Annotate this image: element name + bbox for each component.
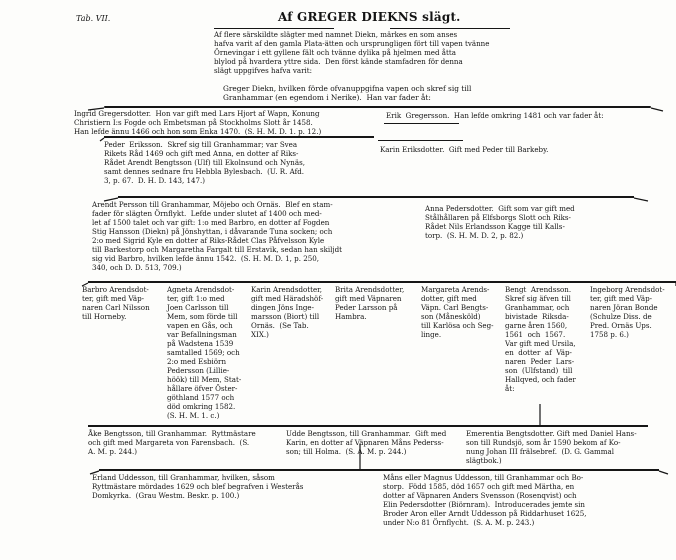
entry-rule: [384, 123, 459, 124]
entry-line: Stålhållaren på Elfsborgs Slott och Riks-: [425, 213, 571, 222]
entry-line: Elin Pedersdotter (Biörnram). Introducerades jemte sin: [383, 500, 586, 509]
entry-line: son (Ulfstand) till: [505, 366, 573, 375]
entry-line: Hambra.: [335, 312, 367, 321]
entry-line: garne åren 1560,: [505, 321, 568, 330]
entry-line: (Schulze Diss. de: [590, 312, 652, 321]
entry-line: Barbro Arendsdot-: [82, 285, 149, 294]
entry-line: samt dennes sednare fru Hebbla Bylesbach. (U. R. Afd.: [104, 167, 305, 176]
entry-line: en dotter af Väp-: [505, 348, 572, 357]
page-title: Af GREGER DIEKNS slägt.: [278, 10, 461, 24]
entry-line: son till Rundsjö, som år 1590 bekom af Ko-: [466, 438, 621, 447]
entry-line: vapen en Gås, och: [167, 321, 233, 330]
entry-line: naren Carl Nilsson: [82, 303, 150, 312]
entry-line: naren Jöran Bonde: [590, 303, 658, 312]
entry-line: fader för slägten Örnflykt. Lefde under slutet af 1400 och med-: [92, 209, 322, 218]
entry-line: Ryttmästare mördades 1629 och blef begrafven i Westerås: [92, 482, 304, 491]
entry-line: åt:: [505, 384, 515, 393]
entry-line: Pedersson (Lillie-: [167, 366, 230, 375]
entry-line: 1561 och 1567.: [505, 330, 566, 339]
entry-line: sig vid Barbro, hvilken lefde ännu 1542. (S. H. M. D. 1, p. 250,: [92, 254, 320, 263]
entry-line: Rådet Nils Erlandsson Kagge till Kalls-: [425, 222, 565, 231]
entry-line: Greger Diekn, hvilken förde ofvanuppgifna vapen och skref sig till: [223, 84, 472, 93]
entry-line: Rikets Råd 1469 och gift med Anna, en dotter af Riks-: [104, 149, 299, 158]
intro-line: blylod på hvardera yttre sida. Den först kände stamfadren för denna: [214, 57, 463, 66]
entry-line: Erik Gregersson. Han lefde omkring 1481 och var fader åt:: [386, 111, 604, 120]
entry-line: på Wadstena 1539: [167, 339, 234, 348]
entry-line: Peder Eriksson. Skref sig till Granhammar; var Svea: [104, 140, 298, 149]
entry-line: och gift med Margareta von Farensbach. (S.: [88, 438, 250, 447]
entry-line: till Barkestorp och Margaretha Fargalt till Erstavik, sedan han skiljdt: [92, 245, 343, 254]
entry-line: var Befallningsman: [167, 330, 237, 339]
entry-line: Skref sig äfven till: [505, 294, 571, 303]
entry-line: ter, gift 1:o med: [167, 294, 225, 303]
entry-line: Var gift med Ursila,: [505, 339, 576, 348]
entry-line: Ornäs. (Se Tab.: [251, 321, 309, 330]
entry-line: Granhammar, och: [505, 303, 570, 312]
entry-line: samtalled 1569; och: [167, 348, 240, 357]
entry-line: Agneta Arendsdot-: [167, 285, 235, 294]
entry-line: gift med Häradshöf-: [251, 294, 324, 303]
entry-line: Ingrid Gregersdotter. Hon var gift med Lars Hjort af Wapn, Konung: [74, 109, 320, 118]
entry-line: Bengt Arendsson.: [505, 285, 572, 294]
entry-line: Margareta Arends-: [421, 285, 490, 294]
entry-line: göthland 1577 och: [167, 393, 235, 402]
entry-line: Peder Larsson på: [335, 303, 398, 312]
entry-line: Joen Carlsson till: [167, 303, 229, 312]
entry-line: Christiern I:s Fogde och Embetsman på Stockholms Slott år 1458.: [74, 118, 313, 127]
entry-line: Stig Hansson (Diekn) på Jönshyttan, i dåvarande Tuna socken; och: [92, 227, 333, 236]
entry-line: till Horneby.: [82, 312, 127, 321]
entry-line: let af 1500 talet och var gift: 1:o med Barbro, en dotter af Fogden: [92, 218, 330, 227]
intro-line: Örnevingar i ett gyllene fält och tvänne dylika på hjelmen med åtta: [214, 48, 456, 57]
entry-line: Karin Arendsdotter,: [251, 285, 323, 294]
entry-line: Erland Uddesson, till Granhammar, hvilken, såsom: [92, 473, 275, 482]
entry-line: Åke Bengtsson, till Granhammar. Ryttmästare: [88, 429, 256, 438]
entry-line: son (Månesköld): [421, 312, 481, 321]
entry-line: Karin Eriksdotter. Gift med Peder till Barkeby.: [380, 145, 549, 154]
entry-line: (S. H. M. 1. c.): [167, 411, 220, 420]
entry-line: A. M. p. 244.): [88, 447, 138, 456]
entry-line: ter, gift med Väp-: [82, 294, 145, 303]
entry-line: 1758 p. 6.): [590, 330, 629, 339]
intro-line: hafva varit af den gamla Plata-ätten och ursprungligen fört till vapen tvänne: [214, 39, 490, 48]
entry-line: son; till Holma. (S. A. M. p. 244.): [286, 447, 407, 456]
entry-line: 340, och D. D. 513, 709.): [92, 263, 182, 272]
entry-line: Han lefde ännu 1466 och hon som Enka 1470. (S. H. M. D. 1. p. 12.): [74, 127, 322, 136]
entry-line: dotter af Väpnaren Anders Svensson (Rosenqvist) och: [383, 491, 577, 500]
entry-line: Pred. Ornäs Ups.: [590, 321, 652, 330]
entry-line: ter, gift med Väp-: [590, 294, 653, 303]
entry-line: till Karlösa och Seg-: [421, 321, 494, 330]
entry-line: storp. Född 1585, död 1657 och gift med Märtha, en: [383, 482, 575, 491]
entry-line: Domkyrka. (Grau Westm. Beskr. p. 100.): [92, 491, 240, 500]
entry-line: hållare öfver Öster-: [167, 384, 238, 393]
entry-line: linge.: [421, 330, 442, 339]
entry-line: Emerentia Bengtsdotter. Gift med Daniel Hans-: [466, 429, 637, 438]
entry-line: dingen Jöns Inge-: [251, 303, 315, 312]
entry-line: under N:o 81 Örnflycht. (S. A. M. p. 243.): [383, 518, 535, 527]
table-number-label: Tab. VII.: [76, 14, 111, 23]
entry-rule: [378, 140, 463, 141]
entry-line: Broder Aron eller Arndt Uddesson på Riddarhuset 1625,: [383, 509, 587, 518]
entry-line: dotter, gift med: [421, 294, 477, 303]
entry-line: Hallqved, och fader: [505, 375, 576, 384]
entry-line: Karin, en dotter af Väpnaren Måns Pederss-: [286, 438, 444, 447]
entry-line: Rådet Arendt Bengtsson (Ulf) till Ekolnsund och Nynäs,: [104, 158, 305, 167]
entry-line: Granhammar (en egendom i Nerike). Han var fader åt:: [223, 93, 431, 102]
entry-line: XIX.): [251, 330, 269, 339]
entry-line: Brita Arendsdotter,: [335, 285, 405, 294]
entry-line: Mem, som förde till: [167, 312, 238, 321]
entry-line: naren Peder Lars-: [505, 357, 575, 366]
intro-line: slägt uppgifves hafva varit:: [214, 66, 313, 75]
entry-line: bivistade Riksda-: [505, 312, 569, 321]
entry-line: Måns eller Magnus Uddesson, till Granhammar och Bo-: [383, 473, 584, 482]
entry-line: gift med Väpnaren: [335, 294, 402, 303]
entry-line: 2:o med Esbiörn: [167, 357, 227, 366]
entry-line: torp. (S. H. M. D. 2, p. 82.): [425, 231, 524, 240]
entry-line: Väpn. Carl Bengts-: [421, 303, 489, 312]
entry-line: Ingeborg Arendsdot-: [590, 285, 665, 294]
entry-line: 2:o med Sigrid Kyle en dotter af Riks-Rådet Clas Påfvelsson Kyle: [92, 236, 325, 245]
entry-line: marsson (Biort) till: [251, 312, 320, 321]
entry-line: Anna Pedersdotter. Gift som var gift med: [425, 204, 575, 213]
entry-line: slägtbok.): [466, 456, 502, 465]
intro-line: Af flere särskildte slägter med namnet Diekn, märkes en som anses: [214, 30, 458, 39]
entry-line: höök) till Mem, Stat-: [167, 375, 242, 384]
entry-line: nung Johan III frälsebref. (D. G. Gammal: [466, 447, 615, 456]
entry-line: Arendt Persson till Granhammar, Möjebo och Ornäs. Blef en stam-: [92, 200, 333, 209]
entry-line: död omkring 1582.: [167, 402, 236, 411]
entry-line: Udde Bengtsson, till Granhammar. Gift med: [286, 429, 447, 438]
entry-line: 3, p. 67. D. H. D. 143, 147.): [104, 176, 206, 185]
